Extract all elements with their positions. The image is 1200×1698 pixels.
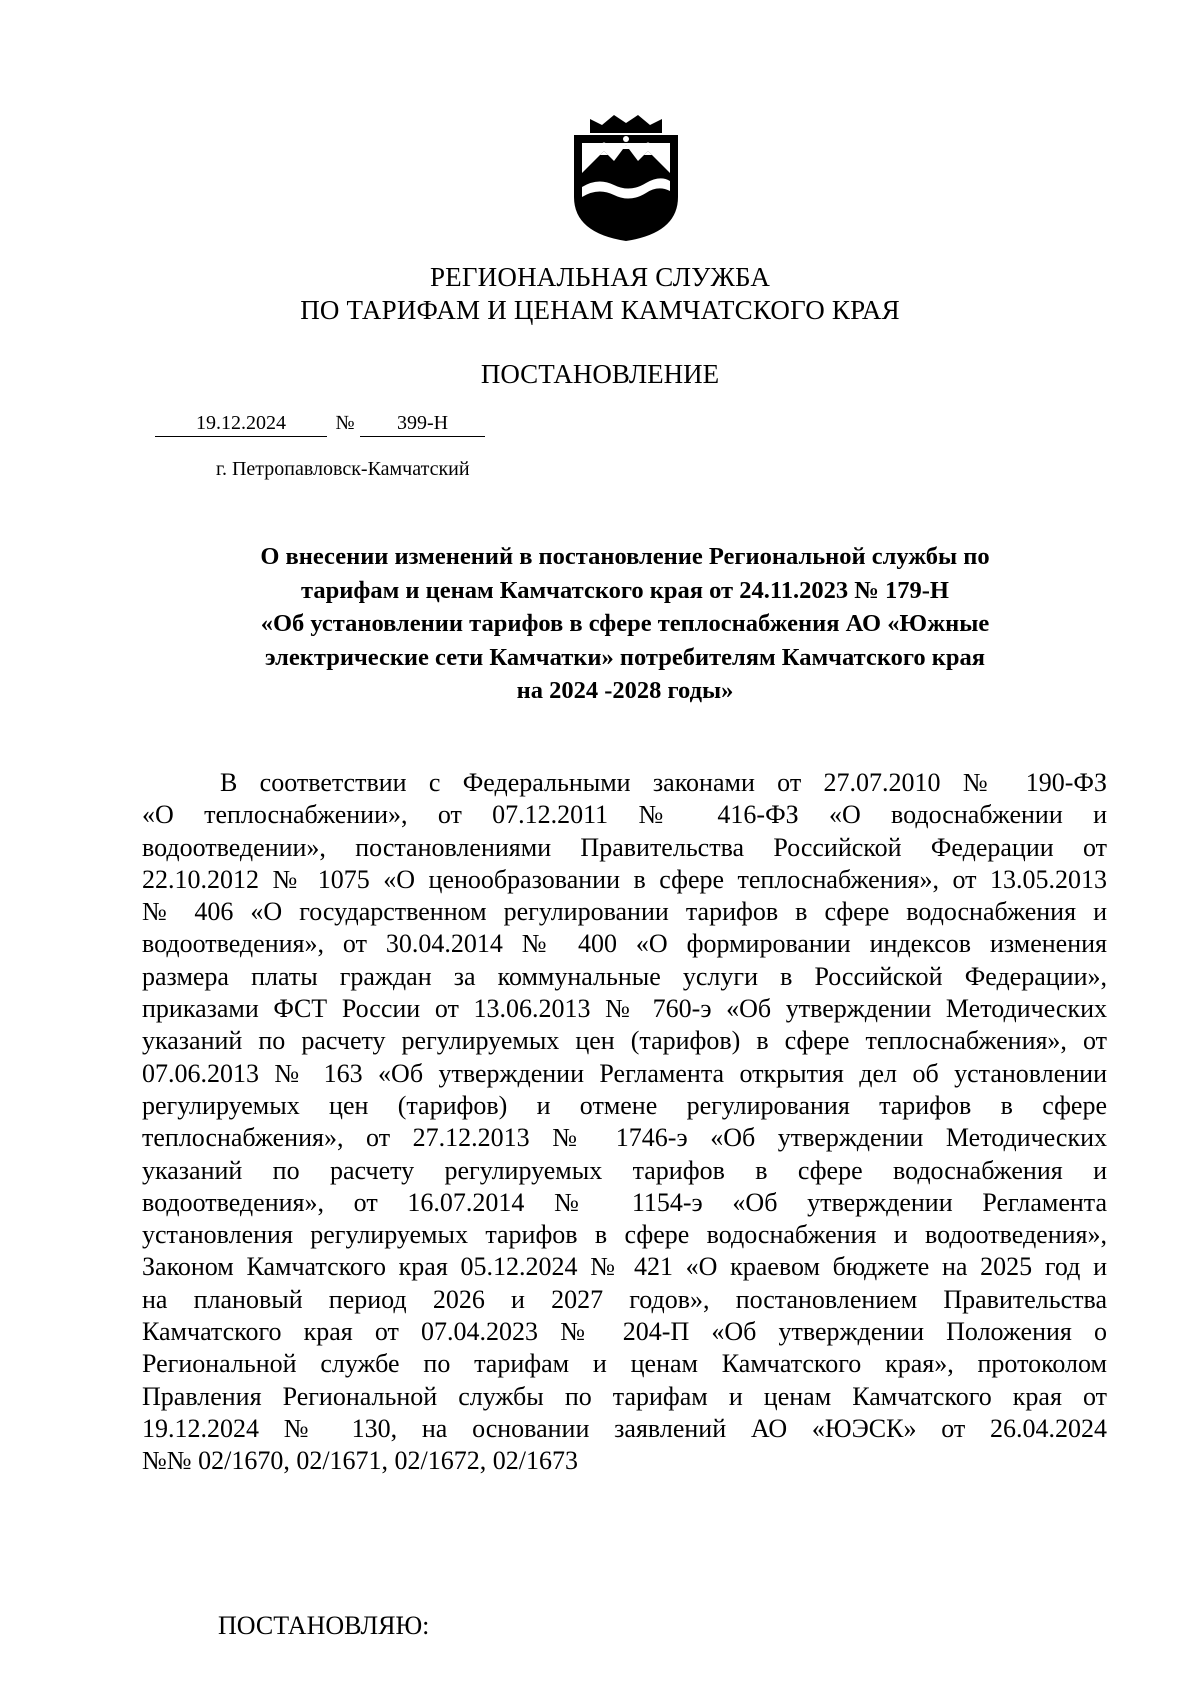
organization-name-line-2: ПО ТАРИФАМ И ЦЕНАМ КАМЧАТСКОГО КРАЯ <box>300 295 900 325</box>
number-sign: № <box>335 412 355 434</box>
title-line: тарифам и ценам Камчатского края от 24.11.2023 № 179-Н <box>301 576 949 604</box>
title-line: «Об установлении тарифов в сфере теплоснабжения АО «Южные <box>260 610 990 637</box>
body-line: указаний по расчету регулируемых цен (тарифов) в сфере теплоснабжения», от <box>142 1026 1107 1056</box>
body-line: на плановый период 2026 и 2027 годов», постановлением Правительства <box>142 1284 1107 1314</box>
document-city: г. Петропавловск-Камчатский <box>216 458 470 480</box>
body-line: установления регулируемых тарифов в сфере водоснабжения и водоотведения», <box>142 1220 1107 1250</box>
body-line: Региональной службе по тарифам и ценам Камчатского края», протоколом <box>142 1349 1107 1379</box>
body-line: 07.06.2013 № 163 «Об утверждении Регламента открытия дел об установлении <box>142 1058 1107 1088</box>
coat-of-arms-icon <box>568 113 684 243</box>
body-line: В соответствии с Федеральными законами от 27.07.2010 № 190-ФЗ <box>220 768 1107 797</box>
document-type: ПОСТАНОВЛЕНИЕ <box>480 359 720 389</box>
body-line: «О теплоснабжении», от 07.12.2011 № 416-ФЗ «О водоснабжении и <box>142 800 1107 830</box>
document-number: 399-Н <box>360 410 485 437</box>
body-line: 22.10.2012 № 1075 «О ценообразовании в сфере теплоснабжения», от 13.05.2013 <box>142 864 1107 894</box>
decree-word: ПОСТАНОВЛЯЮ: <box>218 1611 430 1640</box>
body-line: Правления Региональной службы по тарифам и ценам Камчатского края от <box>142 1381 1107 1411</box>
body-paragraph <box>142 767 1107 1478</box>
title-line: электрические сети Камчатки» потребителям Камчатского края <box>265 643 985 671</box>
body-line: размера платы граждан за коммунальные услуги в Российской Федерации», <box>142 961 1107 991</box>
body-line: Законом Камчатского края 05.12.2024 № 421 «О краевом бюджете на 2025 год и <box>142 1252 1107 1282</box>
body-line: №№ 02/1670, 02/1671, 02/1672, 02/1673 <box>142 1446 579 1476</box>
body-line: приказами ФСТ России от 13.06.2013 № 760-э «Об утверждении Методических <box>142 994 1107 1024</box>
document-title <box>190 540 1060 708</box>
body-line: регулируемых цен (тарифов) и отмене регулирования тарифов в сфере <box>142 1090 1107 1120</box>
title-line: на 2024 -2028 годы» <box>516 677 734 704</box>
body-line: водоотведения», от 30.04.2014 № 400 «О формировании индексов изменения <box>142 929 1107 959</box>
body-line: Камчатского края от 07.04.2023 № 204-П «Об утверждении Положения о <box>142 1317 1107 1347</box>
body-line: указаний по расчету регулируемых тарифов в сфере водоснабжения и <box>142 1155 1107 1185</box>
body-line: теплоснабжения», от 27.12.2013 № 1746-э «Об утверждении Методических <box>142 1123 1107 1153</box>
document-date: 19.12.2024 <box>155 410 327 437</box>
body-line: водоотведении», постановлениями Правительства Российской Федерации от <box>142 832 1107 862</box>
body-line: водоотведения», от 16.07.2014 № 1154-э «Об утверждении Регламента <box>142 1187 1107 1217</box>
body-line: № 406 «О государственном регулировании тарифов в сфере водоснабжения и <box>142 897 1107 927</box>
organization-name-line-1: РЕГИОНАЛЬНАЯ СЛУЖБА <box>429 262 771 292</box>
title-line: О внесении изменений в постановление Региональной службы по <box>260 543 990 570</box>
body-line: 19.12.2024 № 130, на основании заявлений АО «ЮЭСК» от 26.04.2024 <box>142 1413 1107 1443</box>
